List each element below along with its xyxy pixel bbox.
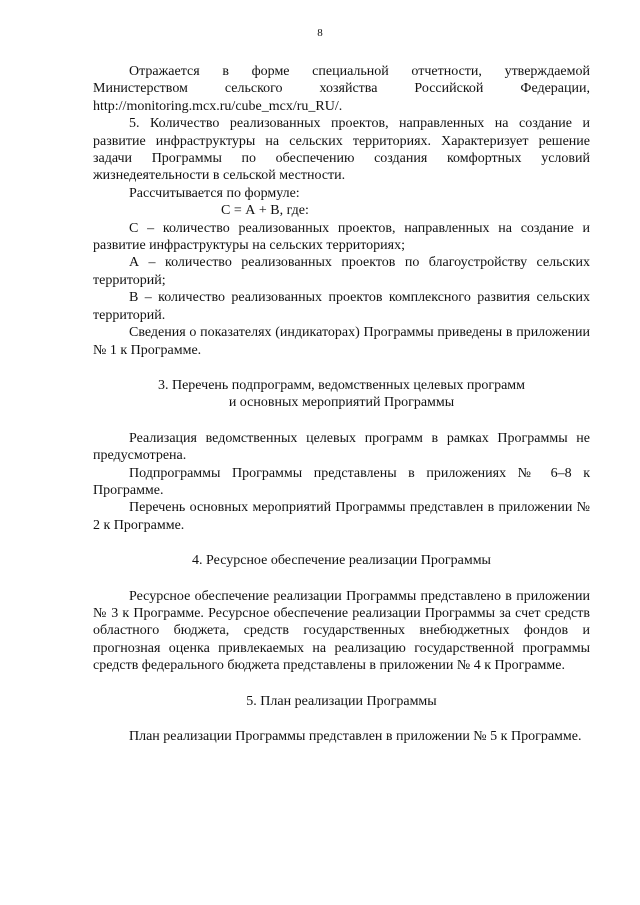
section-5-heading-text: 5. План реализации Программы (246, 693, 437, 709)
formula: С = А + В, где: (221, 203, 309, 219)
section-3-heading (93, 377, 590, 412)
paragraph-formula-intro: Рассчитывается по формуле: (129, 185, 300, 201)
paragraph-indicator-5: 5. Количество реализованных проектов, направленных на создание и развитие инфраструктуры на сельских территориях. Характеризует решение задачи Программы по обеспечению создания комфортных условий жизнедеятельности в сельской местности. (93, 116, 590, 184)
section-4-heading-text: 4. Ресурсное обеспечение реализации Программы (192, 553, 491, 569)
section-3-paragraph-2: Подпрограммы Программы представлены в приложениях № 6–8 к Программе. (93, 465, 590, 498)
paragraph-reporting-source: Отражается в форме специальной отчетности, утверждаемой Министерством сельского хозяйства Российской Федерации, http://monitoring.mcx.ru/cube_mcx/ru_RU/. (93, 64, 590, 114)
paragraph-definition-b: В – количество реализованных проектов комплексного развития сельских территорий. (93, 290, 590, 323)
document-body (93, 63, 590, 745)
section-3-paragraph-1: Реализация ведомственных целевых программ в рамках Программы не предусмотрена. (93, 430, 590, 464)
page-number: 8 (317, 27, 323, 39)
paragraph-definition-a: А – количество реализованных проектов по благоустройству сельских территорий; (93, 255, 590, 288)
section-5-paragraph-1: План реализации Программы представлен в приложении № 5 к Программе. (129, 729, 582, 744)
section-3-heading-line-2: и основных мероприятий Программы (228, 395, 455, 411)
section-4-paragraph-1: Ресурсное обеспечение реализации Программы представлено в приложении № 3 к Программе. Ресурсное обеспечение реализации Программы за счет средств областного бюджета, средств государственных внебюджетных фондов и прогнозная оценка привлекаемых на реализацию государственной программы средств федерального бюджета представлены в приложении № 4 к Программе. (93, 588, 590, 674)
section-5-heading (93, 693, 590, 710)
paragraph-definition-c: С – количество реализованных проектов, направленных на создание и развитие инфраструктуры на сельских территориях; (93, 220, 590, 254)
section-3-heading-line-1: 3. Перечень подпрограмм, ведомственных целевых программ (157, 377, 526, 393)
section-4-heading (93, 552, 590, 569)
paragraph-indicators-appendix: Сведения о показателях (индикаторах) Программы приведены в приложении № 1 к Программе. (93, 325, 590, 358)
section-3-paragraph-3: Перечень основных мероприятий Программы представлен в приложении № 2 к Программе. (93, 500, 590, 533)
